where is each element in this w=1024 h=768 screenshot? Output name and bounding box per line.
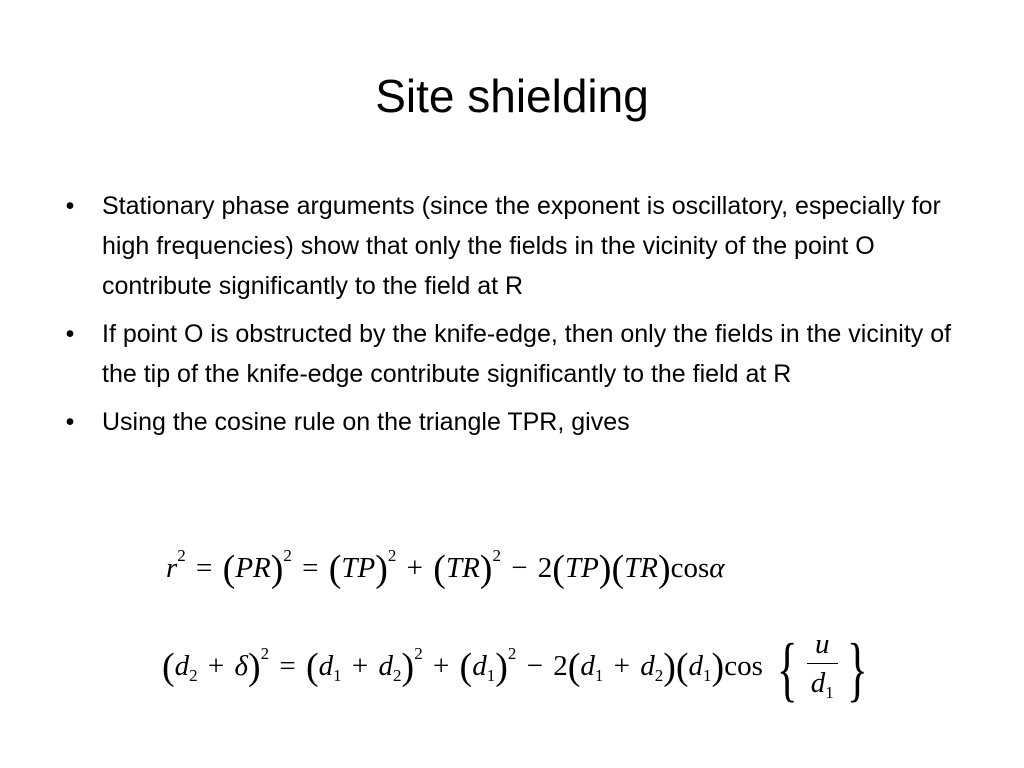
eq-subscript: 1: [333, 666, 342, 686]
bullet-text: Stationary phase arguments (since the exponent is oscillatory, especially for high frequencies) show that only the fields in the vicinity of the point O contribute significantly to the field at R: [102, 192, 941, 300]
eq-subscript: 2: [189, 666, 198, 686]
paren-left: (: [459, 646, 473, 689]
paren-left: (: [162, 646, 175, 689]
eq-symbol: d: [580, 650, 595, 683]
slide-title: Site shielding: [375, 70, 649, 122]
eq-exponent: 2: [387, 546, 397, 565]
eq-symbol: TP: [341, 552, 376, 584]
eq-symbol: d: [810, 667, 826, 699]
eq-symbol: d: [640, 650, 655, 683]
fraction-numerator: u: [807, 625, 838, 664]
paren-right: ): [495, 646, 508, 689]
eq-subscript: 2: [393, 666, 402, 686]
eq-symbol: d: [688, 650, 704, 683]
paren-left: (: [306, 646, 319, 689]
paren-right: ): [657, 548, 671, 590]
paren-left: (: [675, 646, 689, 689]
substituted-equation: [162, 625, 874, 712]
eq-operator: +: [613, 650, 630, 683]
eq-exponent: 2: [492, 546, 501, 565]
bullet-text: Using the cosine rule on the triangle TPR, gives: [102, 408, 630, 436]
eq-symbol: d: [378, 650, 394, 683]
eq-operator: =: [279, 650, 296, 683]
eq-operator: −: [526, 650, 543, 683]
paren-right: ): [270, 548, 284, 590]
paren-left: (: [567, 646, 581, 689]
bullet-icon: •: [65, 408, 75, 436]
eq-symbol: PR: [235, 552, 271, 584]
paren-left: (: [433, 548, 446, 590]
eq-symbol: d: [174, 650, 190, 683]
paren-left: (: [222, 548, 236, 590]
paren-right: ): [248, 646, 261, 689]
eq-subscript: 1: [594, 666, 604, 686]
eq-function: cos: [724, 650, 763, 683]
eq-exponent: 2: [260, 644, 270, 664]
fraction-denominator: [807, 664, 838, 712]
eq-exponent: 2: [507, 644, 517, 664]
eq-operator: =: [196, 552, 213, 584]
paren-right: ): [401, 646, 415, 689]
braced-fraction: [770, 625, 874, 712]
fraction: [807, 625, 838, 712]
paren-left: (: [611, 548, 625, 590]
bullet-item: [60, 186, 970, 306]
paren-left: (: [328, 548, 342, 590]
paren-right: ): [375, 548, 388, 590]
eq-operator: −: [511, 552, 528, 584]
eq-symbol: δ: [234, 650, 248, 683]
eq-operator: +: [351, 650, 369, 683]
eq-symbol: α: [709, 552, 725, 584]
bullet-icon: •: [65, 320, 75, 348]
eq-operator: +: [432, 650, 450, 683]
paren-right: ): [663, 646, 676, 689]
eq-symbol: d: [472, 650, 487, 683]
eq-exponent: 2: [414, 644, 423, 664]
bullet-item: [60, 314, 970, 394]
eq-symbol: d: [318, 650, 334, 683]
eq-subscript: 1: [825, 683, 834, 702]
eq-operator: +: [207, 650, 225, 683]
eq-subscript: 1: [703, 666, 712, 686]
bullet-list: [60, 186, 970, 450]
eq-exponent: 2: [283, 546, 292, 565]
eq-function: cos: [670, 552, 710, 584]
brace-right: }: [846, 628, 868, 709]
paren-right: ): [598, 548, 612, 590]
eq-operator: =: [302, 552, 319, 584]
paren-right: ): [711, 646, 725, 689]
eq-number: 2: [553, 650, 568, 683]
bullet-text: If point O is obstructed by the knife-edge, then only the fields in the vicinity of the tip of the knife-edge contribute significantly to the field at R: [102, 320, 952, 388]
paren-right: ): [479, 548, 493, 590]
eq-symbol: TR: [624, 552, 658, 584]
paren-left: (: [552, 548, 565, 590]
eq-symbol: TR: [445, 552, 480, 584]
eq-subscript: 1: [486, 666, 496, 686]
cosine-rule-equation: [166, 546, 725, 588]
bullet-item: [60, 402, 970, 442]
eq-symbol: TP: [564, 552, 599, 584]
eq-number: 2: [537, 552, 553, 584]
bullet-icon: •: [65, 192, 75, 220]
eq-operator: +: [406, 552, 424, 584]
eq-exponent: 2: [177, 546, 186, 565]
brace-left: {: [777, 628, 798, 709]
eq-symbol: r: [166, 552, 178, 584]
eq-subscript: 2: [654, 666, 664, 686]
